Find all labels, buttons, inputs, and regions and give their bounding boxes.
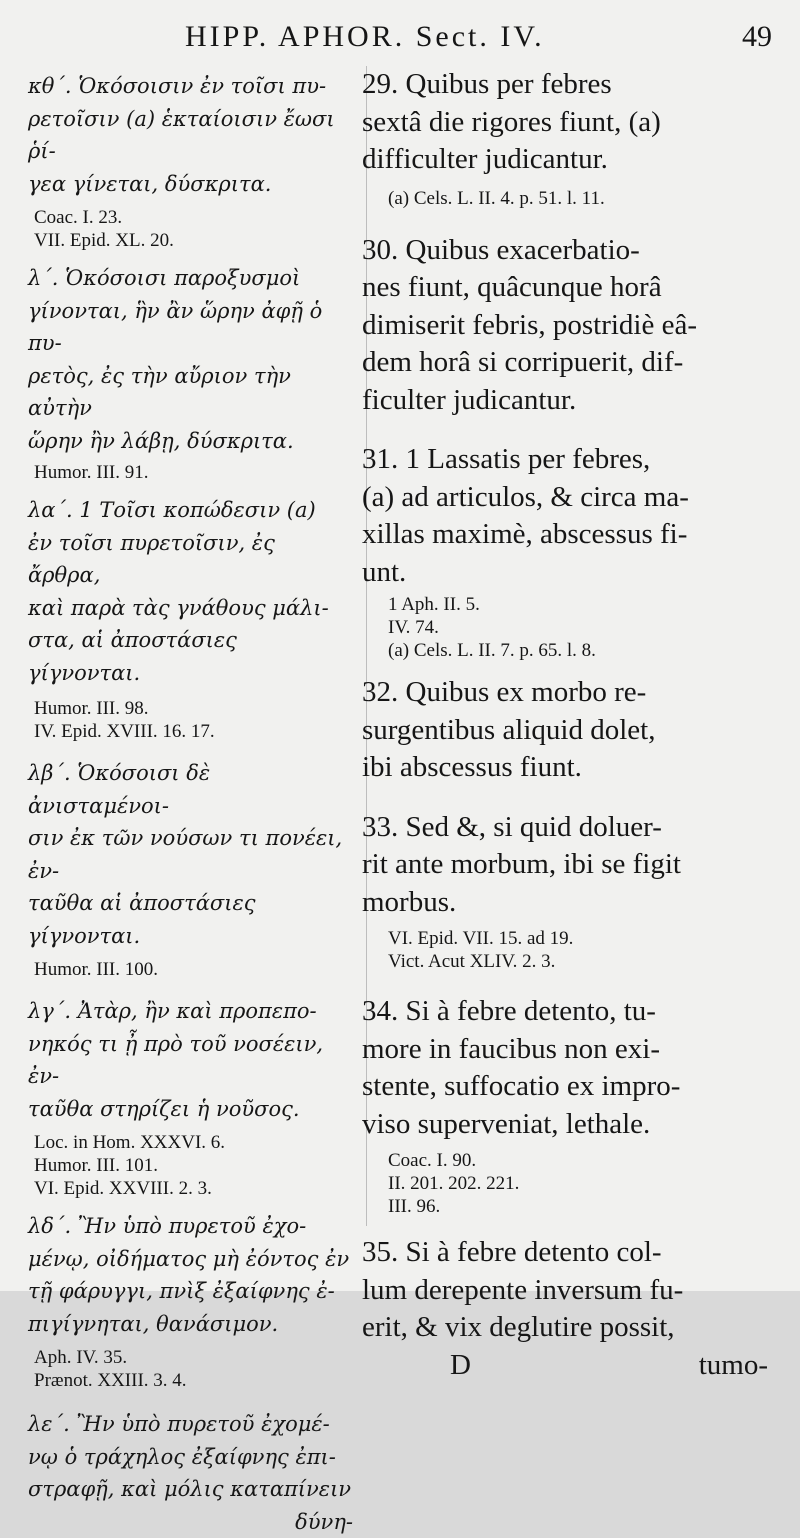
greek-text: λα΄. 1 Τοῖσι κοπώδεσιν (a) ἐν τοῖσι πυρετοῖσιν, ἐς ἄρθρα, καὶ παρὰ τὰς γνάθους μάλι- στα, αἱ ἀποστάσιες γίγνονται. [28, 494, 353, 689]
footnote: (a) Cels. L. II. 4. p. 51. l. 11. [362, 187, 774, 210]
latin-text: 32. Quibus ex morbo re- surgentibus aliquid dolet, ibi abscessus fiunt. [362, 674, 774, 787]
cross-references: VI. Epid. VII. 15. ad 19. Vict. Acut XLIV. 2. 3. [362, 927, 774, 973]
aphorism-29-latin [362, 66, 774, 210]
greek-text: λβ΄. Ὁκόσοισι δὲ ἀνισταμένοι- σιν ἐκ τῶν νούσων τι πονέει, ἐν- ταῦθα αἱ ἀποστάσιες γίγνονται. [28, 757, 353, 952]
latin-column [362, 70, 774, 1384]
greek-text: κθ΄. Ὁκόσοισιν ἐν τοῖσι πυ- ρετοῖσιν (a) ἑκταίοισιν ἔωσι ῥί- γεα γίνεται, δύσκριτα. [28, 70, 353, 200]
cross-references: Coac. I. 90. II. 201. 202. 221. III. 96. [362, 1149, 774, 1218]
cross-references: Coac. I. 23. VII. Epid. XL. 20. [28, 206, 353, 252]
aphorism-32-latin [362, 674, 774, 787]
running-head: HIPP. APHOR. Sect. IV. [185, 20, 545, 54]
aphorism-35-latin [362, 1234, 774, 1384]
cross-references: Humor. III. 98. IV. Epid. XVIII. 16. 17. [28, 697, 353, 743]
page-footer-line [362, 1347, 774, 1384]
aphorism-35-greek [28, 1408, 353, 1538]
latin-text: 35. Si à febre detento col- lum derepente inversum fu- erit, & vix deglutire possit, [362, 1234, 774, 1347]
greek-column [28, 70, 353, 1538]
page-number: 49 [742, 20, 772, 54]
catchword: tumo- [699, 1347, 768, 1384]
aphorism-33-latin [362, 809, 774, 974]
greek-text: λε΄. Ἢν ὑπὸ πυρετοῦ ἐχομέ- νῳ ὁ τράχηλος ἐξαίφνης ἐπι- στραφῇ, καὶ μόλις καταπίνειν [28, 1408, 353, 1506]
cross-references: 1 Aph. II. 5. IV. 74. (a) Cels. L. II. 7. p. 65. l. 8. [362, 593, 774, 662]
greek-text: λδ΄. Ἢν ὑπὸ πυρετοῦ ἐχο- μένῳ, οἰδήματος μὴ ἐόντος ἐν τῇ φάρυγγι, πνὶξ ἐξαίφνης ἐ- πιγίγνηται, θανάσιμον. [28, 1210, 353, 1340]
greek-text: λγ΄. Ἀτὰρ, ἢν καὶ προπεπο- νηκός τι ᾖ πρὸ τοῦ νοσέειν, ἐν- ταῦθα στηρίζει ἡ νοῦσος. [28, 995, 353, 1125]
latin-text: 34. Si à febre detento, tu- more in faucibus non exi- stente, suffocatio ex impro- viso superveniat, lethale. [362, 993, 774, 1143]
greek-text: λ΄. Ὁκόσοισι παροξυσμοὶ γίνονται, ἣν ἂν ὥρην ἀφῇ ὁ πυ- ρετὸς, ἐς τὴν αὔριον τὴν αὐτὴν ὥρην ἢν λάβῃ, δύσκριτα. [28, 262, 353, 457]
aphorism-34-latin [362, 993, 774, 1218]
aphorism-30-greek [28, 262, 353, 484]
aphorism-33-greek [28, 995, 353, 1200]
aphorism-32-greek [28, 757, 353, 981]
latin-text: 30. Quibus exacerbatio- nes fiunt, quâcunque horâ dimiserit febris, postridiè eâ- dem horâ si corripuerit, dif- ficulter judicantur. [362, 232, 774, 420]
aphorism-30-latin [362, 232, 774, 420]
aphorism-29-greek [28, 70, 353, 252]
latin-text: 29. Quibus per febres sextâ die rigores fiunt, (a) difficulter judicantur. [362, 66, 774, 179]
cross-references: Humor. III. 91. [28, 461, 353, 484]
cross-references: Aph. IV. 35. Prænot. XXIII. 3. 4. [28, 1346, 353, 1392]
catchword: δύνη- [28, 1506, 353, 1538]
latin-text: 33. Sed &, si quid doluer- rit ante morbum, ibi se figit morbus. [362, 809, 774, 922]
page-header [0, 14, 800, 62]
cross-references: Humor. III. 100. [28, 958, 353, 981]
latin-text: 31. 1 Lassatis per febres, (a) ad articulos, & circa ma- xillas maximè, abscessus fi- unt. [362, 441, 774, 591]
aphorism-34-greek [28, 1210, 353, 1392]
signature-mark: D [450, 1347, 471, 1384]
cross-references: Loc. in Hom. XXXVI. 6. Humor. III. 101. VI. Epid. XXVIII. 2. 3. [28, 1131, 353, 1200]
aphorism-31-latin [362, 441, 774, 662]
aphorism-31-greek [28, 494, 353, 743]
